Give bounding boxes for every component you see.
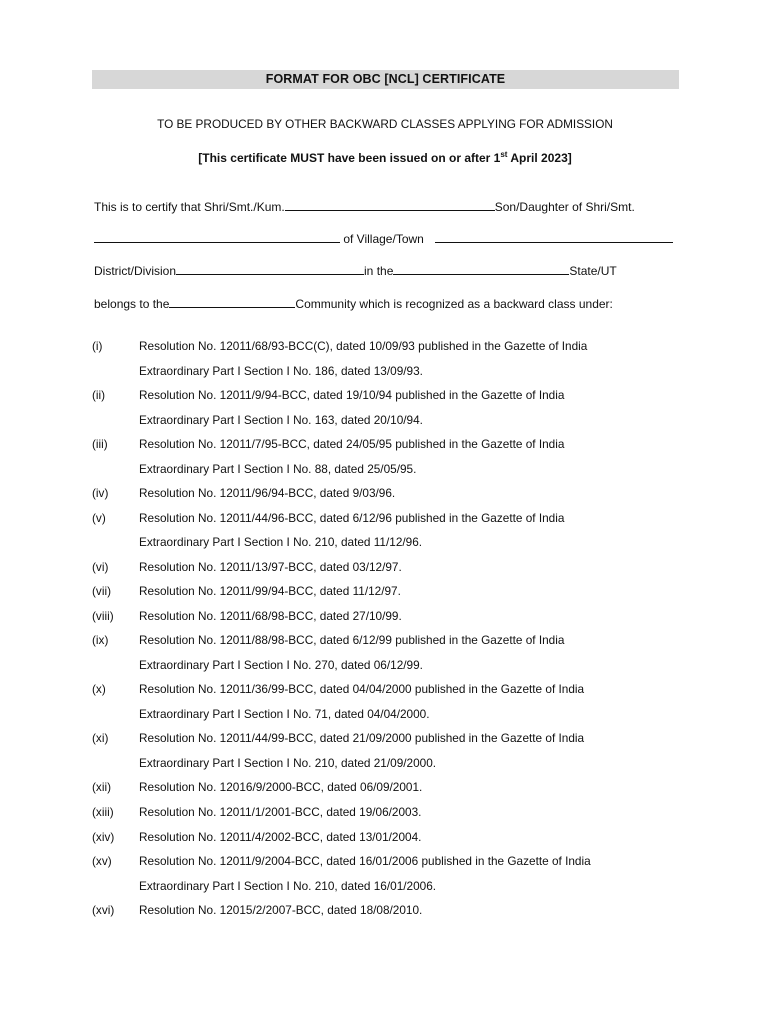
resolution-number: (vii) xyxy=(92,584,111,599)
resolution-text: Resolution No. 12011/96/94-BCC, dated 9/03/96. xyxy=(139,486,396,500)
resolution-text: Resolution No. 12016/9/2000-BCC, dated 06/09/2001. xyxy=(139,780,423,795)
village-town-label: of Village/Town xyxy=(340,232,428,246)
resolution-continuation: Extraordinary Part I Section I No. 210, dated 21/09/2000. xyxy=(139,756,437,770)
village-town-blank-field[interactable] xyxy=(435,230,673,243)
resolution-text: Resolution No. 12011/88/98-BCC, dated 6/12/99 published in the Gazette of India xyxy=(139,633,565,648)
resolution-number: (xvi) xyxy=(92,903,115,918)
resolution-number: (vi) xyxy=(92,559,109,574)
resolution-number: (xii) xyxy=(92,780,111,795)
resolution-number: (xiv) xyxy=(92,829,115,844)
document-subtitle: TO BE PRODUCED BY OTHER BACKWARD CLASSES APPLYING FOR ADMISSION xyxy=(157,117,613,131)
resolution-text: Resolution No. 12011/44/96-BCC, dated 6/12/96 published in the Gazette of India xyxy=(139,510,565,525)
resolution-text: Resolution No. 12011/13/97-BCC, dated 03/12/97. xyxy=(139,559,402,574)
resolution-number: (ix) xyxy=(92,633,109,648)
certify-line-1 xyxy=(94,198,635,214)
resolution-text: Resolution No. 12015/2/2007-BCC, dated 18/08/2010. xyxy=(139,903,423,918)
state-blank-field[interactable] xyxy=(393,262,569,275)
resolution-text: Resolution No. 12011/68/93-BCC(C), dated 10/09/93 published in the Gazette of India xyxy=(139,339,588,353)
certify-line-3 xyxy=(94,262,617,278)
resolution-continuation: Extraordinary Part I Section I No. 186, dated 13/09/93. xyxy=(139,363,423,378)
resolution-number: (viii) xyxy=(92,608,114,623)
resolution-number: (xi) xyxy=(92,731,109,746)
community-blank-field[interactable] xyxy=(169,295,295,308)
resolution-continuation: Extraordinary Part I Section I No. 210, dated 16/01/2006. xyxy=(139,878,437,893)
resolution-continuation: Extraordinary Part I Section I No. 163, dated 20/10/94. xyxy=(139,412,423,427)
validity-notice xyxy=(0,150,770,165)
resolution-text: Resolution No. 12011/1/2001-BCC, dated 19/06/2003. xyxy=(139,805,422,819)
district-division-label: District/Division xyxy=(94,264,177,278)
resolution-continuation: Extraordinary Part I Section I No. 71, dated 04/04/2000. xyxy=(139,707,430,721)
name-blank-field[interactable] xyxy=(285,198,495,211)
resolution-text: Resolution No. 12011/99/94-BCC, dated 11/12/97. xyxy=(139,584,401,599)
parent-name-blank-field[interactable] xyxy=(94,230,340,243)
resolution-continuation: Extraordinary Part I Section I No. 270, dated 06/12/99. xyxy=(139,658,423,672)
certify-line-4 xyxy=(94,295,613,311)
community-recognition-text: Community which is recognized as a backward class under: xyxy=(295,297,613,311)
resolution-number: (v) xyxy=(92,510,106,525)
certify-line-2 xyxy=(94,230,673,246)
resolution-text: Resolution No. 12011/9/2004-BCC, dated 16/01/2006 published in the Gazette of India xyxy=(139,854,591,869)
in-the-label: in the xyxy=(364,264,394,278)
document-title: FORMAT FOR OBC [NCL] CERTIFICATE xyxy=(92,70,679,89)
resolution-number: (iii) xyxy=(92,437,108,451)
resolution-number: (ii) xyxy=(92,388,106,402)
resolution-text: Resolution No. 12011/9/94-BCC, dated 19/10/94 published in the Gazette of India xyxy=(139,388,565,402)
resolution-text: Resolution No. 12011/7/95-BCC, dated 24/05/95 published in the Gazette of India xyxy=(139,437,565,451)
certify-intro-text: This is to certify that Shri/Smt./Kum. xyxy=(94,200,285,214)
district-blank-field[interactable] xyxy=(176,262,364,275)
state-ut-label: State/UT xyxy=(569,264,617,278)
resolution-text: Resolution No. 12011/36/99-BCC, dated 04/04/2000 published in the Gazette of India xyxy=(139,682,585,697)
resolution-text: Resolution No. 12011/44/99-BCC, dated 21/09/2000 published in the Gazette of India xyxy=(139,731,585,746)
belongs-to-label: belongs to the xyxy=(94,297,170,311)
resolution-text: Resolution No. 12011/68/98-BCC, dated 27/10/99. xyxy=(139,608,402,623)
notice-superscript: st xyxy=(500,150,508,159)
resolution-number: (xv) xyxy=(92,854,112,869)
resolution-number: (xiii) xyxy=(92,805,114,819)
resolution-continuation: Extraordinary Part I Section I No. 210, dated 11/12/96. xyxy=(139,535,423,550)
notice-text-after: April 2023] xyxy=(507,151,572,165)
resolution-number: (x) xyxy=(92,682,106,697)
parent-label: Son/Daughter of Shri/Smt. xyxy=(494,200,635,214)
notice-text-before: [This certificate MUST have been issued on or after 1 xyxy=(198,151,501,165)
resolution-number: (i) xyxy=(92,339,103,353)
resolution-number: (iv) xyxy=(92,486,109,500)
resolution-text: Resolution No. 12011/4/2002-BCC, dated 13/01/2004. xyxy=(139,829,422,844)
resolution-continuation: Extraordinary Part I Section I No. 88, dated 25/05/95. xyxy=(139,461,417,476)
